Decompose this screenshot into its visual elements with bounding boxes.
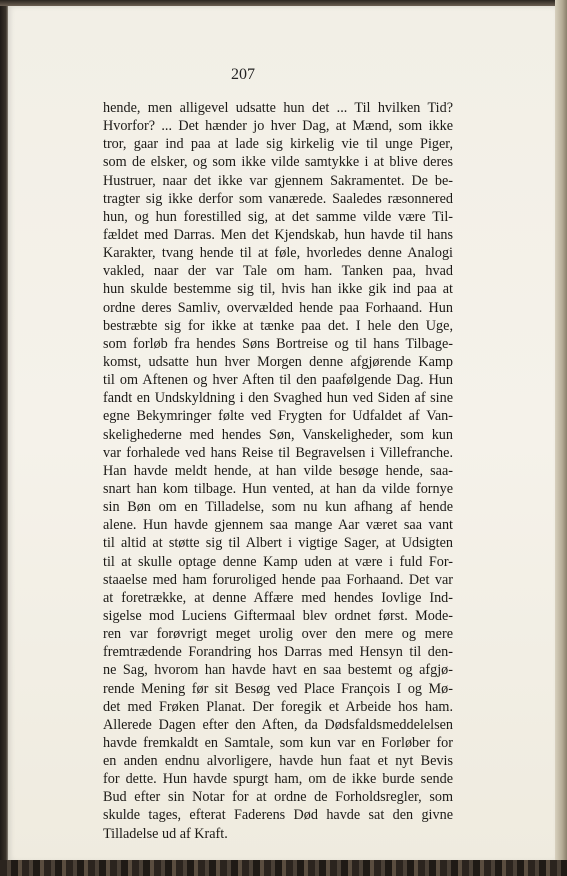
text-line: fremtrædende Forandring hos Darras med Hensyn til den- xyxy=(103,644,453,661)
text-line: for dette. Hun havde spurgt ham, om de ikke burde sende xyxy=(103,771,453,788)
text-line: hun, og hun forestilled sig, at det samme vilde være Til- xyxy=(103,208,453,225)
text-line: Hustruer, naar det ikke var gjennem Sakramentet. De be- xyxy=(103,172,453,189)
text-line: alene. Hun havde gjennem saa mange Aar været saa vant xyxy=(103,517,453,534)
text-line: sigelse mod Luciens Giftermaal blev ordnet først. Mode- xyxy=(103,607,453,624)
text-line: komst, udsatte hun hver Morgen denne afgjørende Kamp xyxy=(103,353,453,370)
text-line: til om Aftenen og hver Aften til den paafølgende Dag. Hun xyxy=(103,372,453,389)
page-number: 207 xyxy=(231,66,255,83)
text-line: tragter sig ikke derfor som vanærede. Saaledes ræsonnered xyxy=(103,190,453,207)
text-line: skulde tages, efterat Faderens Død havde sat den givne xyxy=(103,807,453,824)
text-line: som forløb fra hendes Søns Bortreise og til hans Tilbage- xyxy=(103,335,453,352)
text-line: til altid at støtte sig til Albert i vigtige Sager, at Udsigten xyxy=(103,535,453,552)
text-line: en anden endnu alvorligere, havde hun faat et nyt Bevis xyxy=(103,753,453,770)
text-line: Karakter, tvang hende til at føle, hvorledes denne Analogi xyxy=(103,245,453,262)
text-line: hun skulde bestemme sig til, hvis han ikke gik ind paa at xyxy=(103,281,453,298)
text-line: bestræbte sig for ikke at tænke paa det. I hele den Uge, xyxy=(103,317,453,334)
text-line: egne Bekymringer følte ved Frygten for Udfaldet af Van- xyxy=(103,408,453,425)
body-text xyxy=(103,99,453,843)
text-line: snart han kom tilbage. Hun vented, at han da vilde fornye xyxy=(103,480,453,497)
text-line: fældet med Darras. Men det Kjendskab, hun havde til hans xyxy=(103,226,453,243)
text-line: ordne deres Samliv, overvælded hende paa Forhaand. Hun xyxy=(103,299,453,316)
text-line: var forhalede ved hans Reise til Begravelsen i Villefranche. xyxy=(103,444,453,461)
text-line: det med Frøken Planat. Der foregik et Arbeide hos ham. xyxy=(103,698,453,715)
text-line: Allerede Dagen efter den Aften, da Dødsfaldsmeddelelsen xyxy=(103,716,453,733)
text-line: Hvorfor? ... Det hænder jo hver Dag, at Mænd, som ikke xyxy=(103,118,453,135)
text-line: Han havde meldt hende, at han vilde besøge hende, saa- xyxy=(103,462,453,479)
book-page xyxy=(8,6,556,862)
text-line: ne Sag, hvorom han havde havt en saa bestemt og afgjø- xyxy=(103,662,453,679)
text-line: havde fremkaldt en Samtale, som kun var en Forløber for xyxy=(103,734,453,751)
text-line: hende, men alligevel udsatte hun det ... Til hvilken Tid? xyxy=(103,100,453,116)
text-line: ren var forøvrigt meget urolig over den mere og mere xyxy=(103,626,453,643)
text-line: som de elsker, og som ikke vilde samtykke i at blive deres xyxy=(103,154,453,171)
page-edge-right xyxy=(555,0,567,876)
text-line: til at skulle optage denne Kamp uden at være i fuld For- xyxy=(103,553,453,570)
text-line: tror, gaar ind paa at lade sig kirkelig vie til unge Piger, xyxy=(103,136,453,153)
text-line: Tilladelse ud af Kraft. xyxy=(103,825,228,842)
text-line: skelighederne med hendes Søn, Vanskeligheder, som kun xyxy=(103,426,453,443)
text-line: rende Mening før sit Besøg ved Place François I og Mø- xyxy=(103,680,453,697)
text-line: fandt en Undskyldning i den Svaghed hun ved Siden af sine xyxy=(103,390,453,407)
text-line: sin Bøn om en Tilladelse, som nu kun afhang af hende xyxy=(103,499,453,516)
text-line: vakled, naar der var Tale om ham. Tanken paa, hvad xyxy=(103,263,453,280)
book-bottom-edge xyxy=(0,860,567,876)
text-line: staaelse med ham foruroliged hende paa Forhaand. Det var xyxy=(103,571,453,588)
text-line: Bud efter sin Notar for at ordne de Forholdsregler, som xyxy=(103,789,453,806)
text-line: at foretrække, at denne Affære med hendes Iovlige Ind- xyxy=(103,589,453,606)
